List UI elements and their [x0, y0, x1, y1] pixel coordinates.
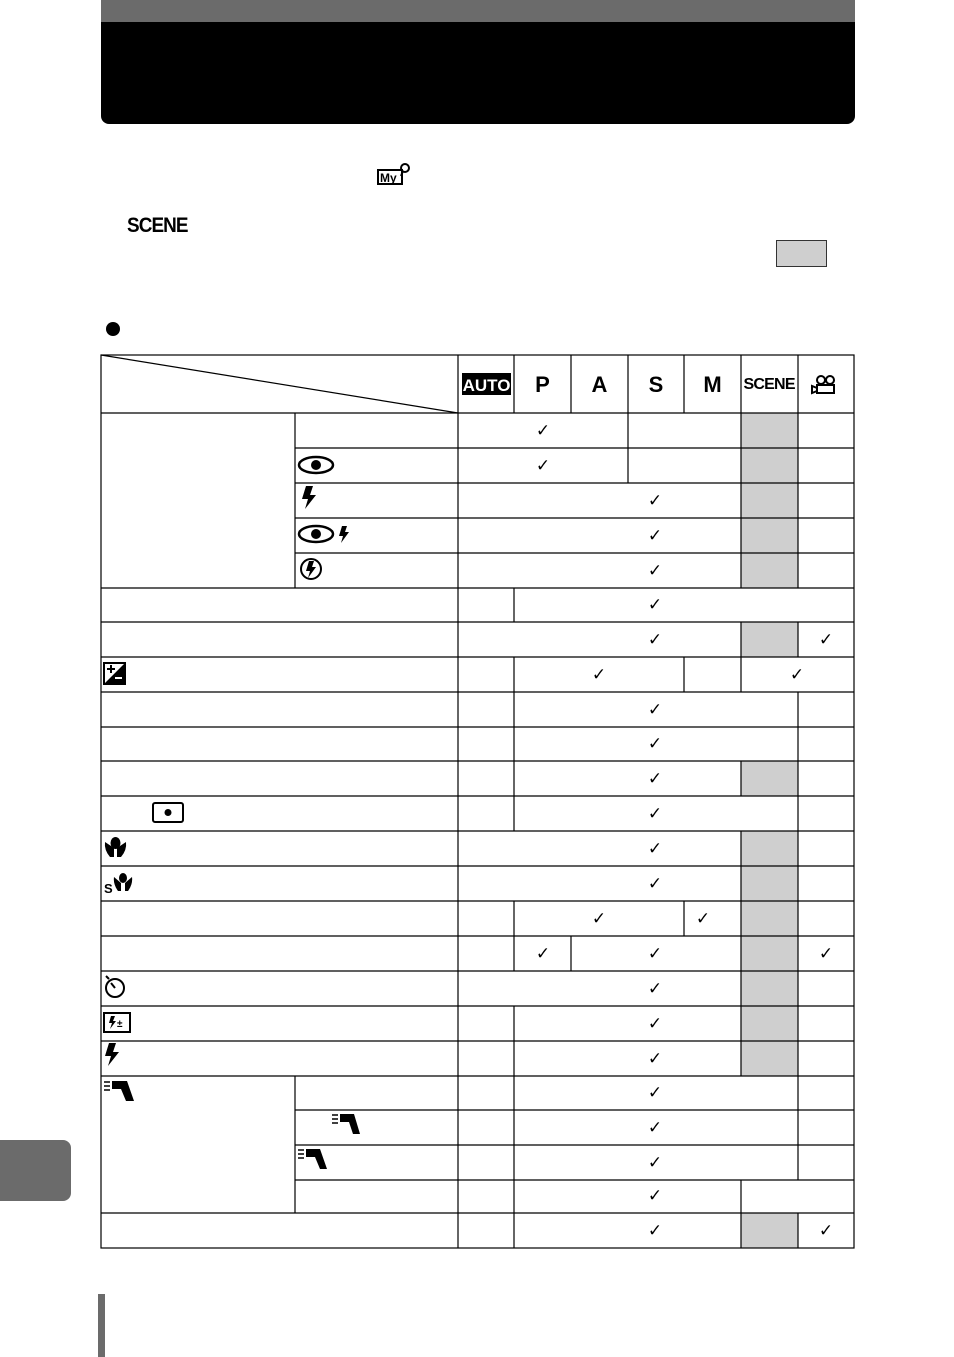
check-mark: ✓ [535, 456, 551, 476]
scene-mode-header: SCENE [743, 376, 796, 393]
flash-intensity-icon [104, 1013, 130, 1032]
svg-text:My: My [380, 171, 397, 185]
check-mark: ✓ [647, 804, 663, 824]
page-footer-bar [98, 1294, 105, 1357]
check-mark: ✓ [647, 1221, 663, 1241]
check-mark: ✓ [818, 1221, 834, 1241]
check-mark: ✓ [647, 700, 663, 720]
check-mark: ✓ [789, 665, 805, 685]
check-mark: ✓ [818, 944, 834, 964]
check-mark: ✓ [695, 909, 711, 929]
red-eye-icon [299, 457, 333, 473]
check-mark: ✓ [647, 1049, 663, 1069]
check-mark: ✓ [647, 944, 663, 964]
mode-headers [462, 372, 834, 397]
red-eye-fill-flash-icon [299, 526, 349, 543]
check-mark: ✓ [647, 734, 663, 754]
p-mode-header: P [535, 372, 550, 397]
check-mark: ✓ [647, 1153, 663, 1173]
row-icons [104, 457, 360, 1169]
check-mark: ✓ [647, 561, 663, 581]
flash-icon [105, 1043, 119, 1066]
auto-mode-header [462, 373, 511, 395]
af-sequential-icon [298, 1149, 327, 1169]
svg-text:S: S [104, 881, 113, 896]
m-mode-header: M [703, 372, 722, 397]
check-mark: ✓ [647, 1083, 663, 1103]
high-speed-sequential-icon [332, 1114, 360, 1134]
s-mode-header: S [648, 372, 664, 397]
spot-metering-icon [153, 803, 183, 822]
movie-icon [812, 376, 834, 393]
check-mark: ✓ [591, 909, 607, 929]
a-mode-header: A [591, 372, 608, 397]
check-mark: ✓ [647, 1186, 663, 1206]
check-mark: ✓ [647, 491, 663, 511]
check-mark: ✓ [647, 526, 663, 546]
check-mark: ✓ [535, 944, 551, 964]
check-mark: ✓ [647, 595, 663, 615]
exposure-compensation-icon [104, 663, 125, 684]
macro-icon [105, 837, 126, 857]
super-macro-icon [104, 873, 132, 896]
chapter-tab [0, 1140, 71, 1201]
flash-off-icon [301, 559, 321, 579]
self-timer-icon [106, 976, 124, 997]
svg-text:AUTO: AUTO [462, 376, 511, 395]
check-mark: ✓ [647, 1118, 663, 1138]
svg-text:±: ± [117, 1019, 123, 1030]
check-mark: ✓ [647, 630, 663, 650]
check-mark: ✓ [647, 1014, 663, 1034]
check-mark: ✓ [647, 979, 663, 999]
sequential-shooting-icon [104, 1081, 134, 1101]
check-mark: ✓ [591, 665, 607, 685]
table-grid [101, 355, 854, 1248]
check-mark: ✓ [535, 421, 551, 441]
check-mark: ✓ [647, 839, 663, 859]
scene-mode-label: SCENE [127, 214, 188, 237]
check-mark: ✓ [818, 630, 834, 650]
fill-flash-icon [302, 486, 316, 509]
check-mark: ✓ [647, 769, 663, 789]
check-mark: ✓ [647, 874, 663, 894]
